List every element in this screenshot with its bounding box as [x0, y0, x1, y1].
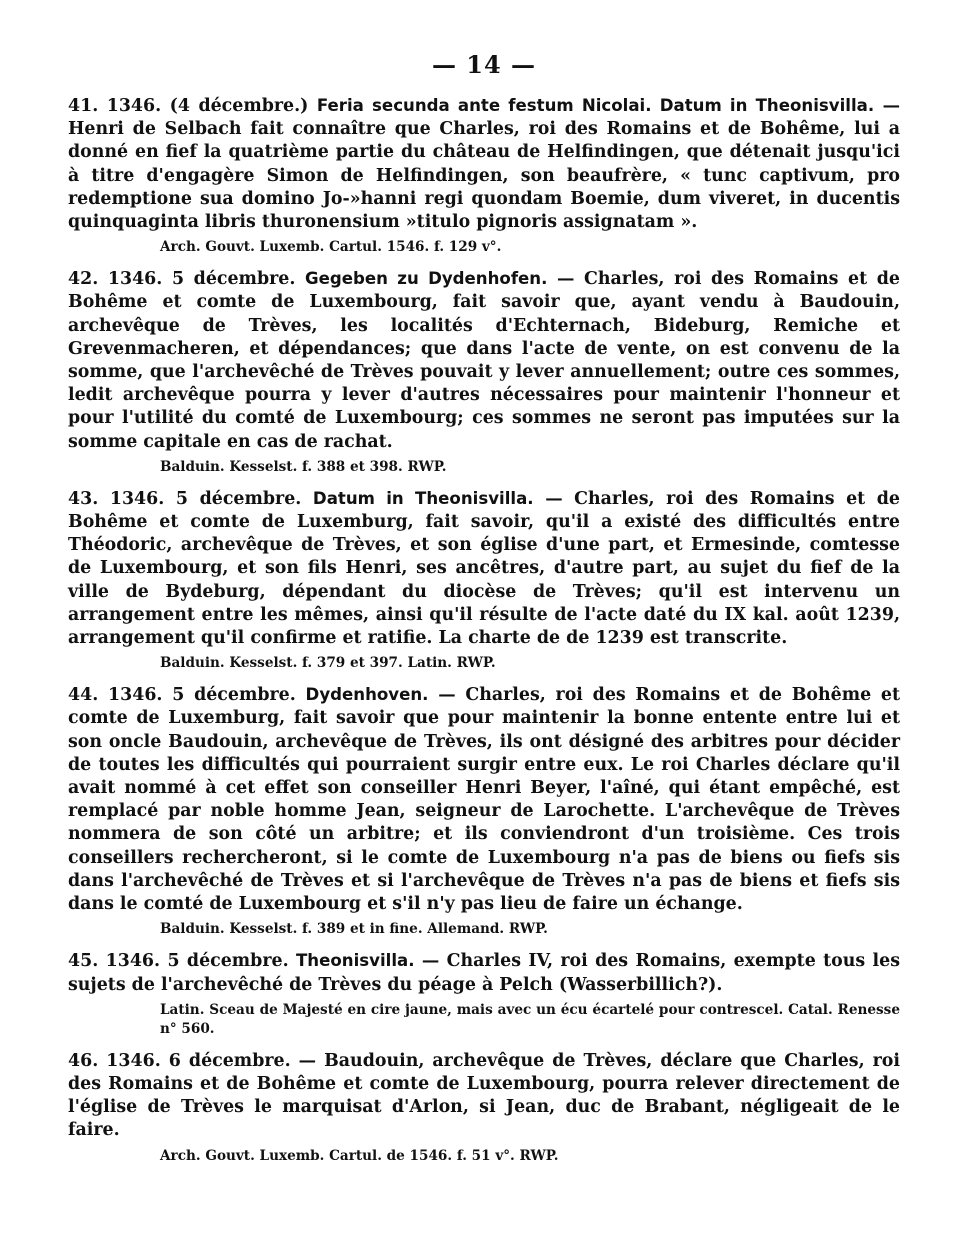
entry-body: — Henri de Selbach fait connaître que Charles, roi des Romains et de Bohême, lui a donné en fief la quatrième partie du château de Helfindingen, que détenait jusqu'ici à titre d'engagère Simon de Helfindingen, son beaufrère, « tunc captivum, pro redemptione sua domino Jo-»hanni regi quondam Boemie, dum viveret, in ducentis quinquaginta libris thuronensium »titulo pignoris assignatam ».: [68, 96, 900, 233]
entry-source: Balduin. Kesselst. f. 379 et 397. Latin. RWP.: [160, 655, 496, 672]
entry-date: 6 décembre.: [168, 1050, 291, 1071]
entry-year: 1346.: [106, 1050, 161, 1071]
entry-place: Theonisvilla.: [295, 951, 415, 971]
entry-text: [68, 949, 900, 996]
entry-number: 46.: [68, 1050, 99, 1071]
entry-body: — Charles, roi des Romains et de Bohême et comte de Luxemburg, fait savoir que pour maintenir la bonne entente entre lui et son oncle Baudouin, archevêque de Trèves, ils ont désigné des arbitres pour décider de toutes les difficultés qui pourraient surgir entre eux. Le roi Charles déclare qu'il avait nommé à cet effet son conseiller Henri Beyer, l'aîné, qui étant empêché, est remplacé par noble homme Jean, seigneur de Larochette. L'archevêque de Trèves nommera de son côté un arbitre; et ils conviendront d'un troisième. Ces trois conseillers rechercheront, si le comte de Luxembourg n'a pas de biens ou fiefs sis dans l'archevêché de Trèves et si l'archevêque de Trèves n'a pas de biens et fiefs sis dans le comté de Luxembourg et s'il n'y pas lieu de faire un échange.: [68, 685, 901, 915]
entry-year: 1346.: [105, 951, 161, 972]
page-number: — 14 —: [431, 50, 537, 79]
entry-text: [68, 267, 900, 454]
entry-number: 45.: [68, 951, 99, 972]
entry-date: (4 décembre.): [169, 96, 309, 116]
entry-date: 5 décembre.: [175, 488, 302, 509]
entry-43: [68, 487, 900, 673]
entry-place: Dydenhoven.: [305, 685, 429, 705]
entry-source: Latin. Sceau de Majesté en cire jaune, mais avec un écu écartelé pour contrescel. Catal. Renesse n° 560.: [160, 1001, 900, 1037]
entry-year: 1346.: [109, 488, 165, 509]
entry-year: 1346.: [108, 685, 163, 706]
entry-body: — Charles, roi des Romains et de Bohême et comte de Luxemburg, fait savoir, qu'il a existé des difficultés entre Théodoric, archevêque de Trèves, et son église d'une part, et Ermesinde, comtesse de Luxembourg, et son fils Henri, ses ancêtres, d'autre part, au sujet du fief de la ville de Bydeburg, dépendant du diocèse de Trèves; qu'il est intervenu un arrangement entre les mêmes, ainsi qu'il résulte de l'acte daté du IX kal. août 1239, arrangement qu'il confirme et ratifie. La charte de de 1239 est transcrite.: [68, 488, 900, 649]
entry-41: [68, 94, 900, 257]
entry-place: Gegeben zu Dydenhofen.: [305, 269, 548, 289]
entry-year: 1346.: [107, 269, 163, 290]
entry-place: Feria secunda ante festum Nicolai. Datum in Theonisvilla.: [316, 96, 875, 115]
entry-text: [68, 94, 900, 234]
entry-source: Balduin. Kesselst. f. 388 et 398. RWP.: [160, 458, 447, 475]
entry-place: Datum in Theonisvilla.: [312, 488, 534, 508]
entry-source: Arch. Gouvt. Luxemb. Cartul. 1546. f. 129 v°.: [160, 239, 502, 256]
entry-year: 1346.: [106, 96, 162, 116]
entry-number: 41.: [68, 96, 99, 116]
entry-body: — Charles IV, roi des Romains, exempte tous les sujets de l'archevêché de Trèves du péage à Pelch (Wasserbillich?).: [68, 951, 900, 995]
entry-text: [68, 683, 900, 916]
document-page: [68, 50, 900, 1176]
entry-source: Balduin. Kesselst. f. 389 et in fine. Allemand. RWP.: [160, 921, 548, 938]
entry-source: Arch. Gouvt. Luxemb. Cartul. de 1546. f. 51 v°. RWP.: [160, 1147, 559, 1164]
entry-date: 5 décembre.: [172, 685, 296, 706]
entry-45: [68, 949, 900, 1038]
entry-42: [68, 267, 900, 477]
entry-44: [68, 683, 900, 939]
entry-number: 43.: [68, 488, 99, 509]
entry-body: — Baudouin, archevêque de Trèves, déclare que Charles, roi des Romains et de Bohême et comte de Luxembourg, pourra relever directement de l'église de Trèves le marquisat d'Arlon, si Jean, duc de Brabant, négligeait de le faire.: [68, 1050, 901, 1141]
entry-number: 44.: [68, 685, 99, 706]
entry-body: — Charles, roi des Romains et de Bohême et comte de Luxembourg, fait savoir que, ayant vendu à Baudouin, archevêque de Trèves, les localités d'Echternach, Bideburg, Remiche et Grevenmacheren, et dépendances; que dans l'acte de vente, on est convenu de la somme, que l'archevêché de Trèves pouvait y lever annuellement; outre ces sommes, ledit archevêque pourra y lever d'autres nécessaires pour maintenir l'honneur et pour l'utilité du comté de Luxembourg; ces sommes ne seront pas imputées sur la somme capitale en cas de rachat.: [68, 269, 900, 452]
entry-text: [68, 1049, 900, 1143]
entry-number: 42.: [68, 269, 99, 290]
entry-46: [68, 1049, 900, 1166]
entry-date: 5 décembre.: [167, 951, 289, 972]
entry-text: [68, 487, 900, 650]
entry-date: 5 décembre.: [171, 269, 296, 290]
